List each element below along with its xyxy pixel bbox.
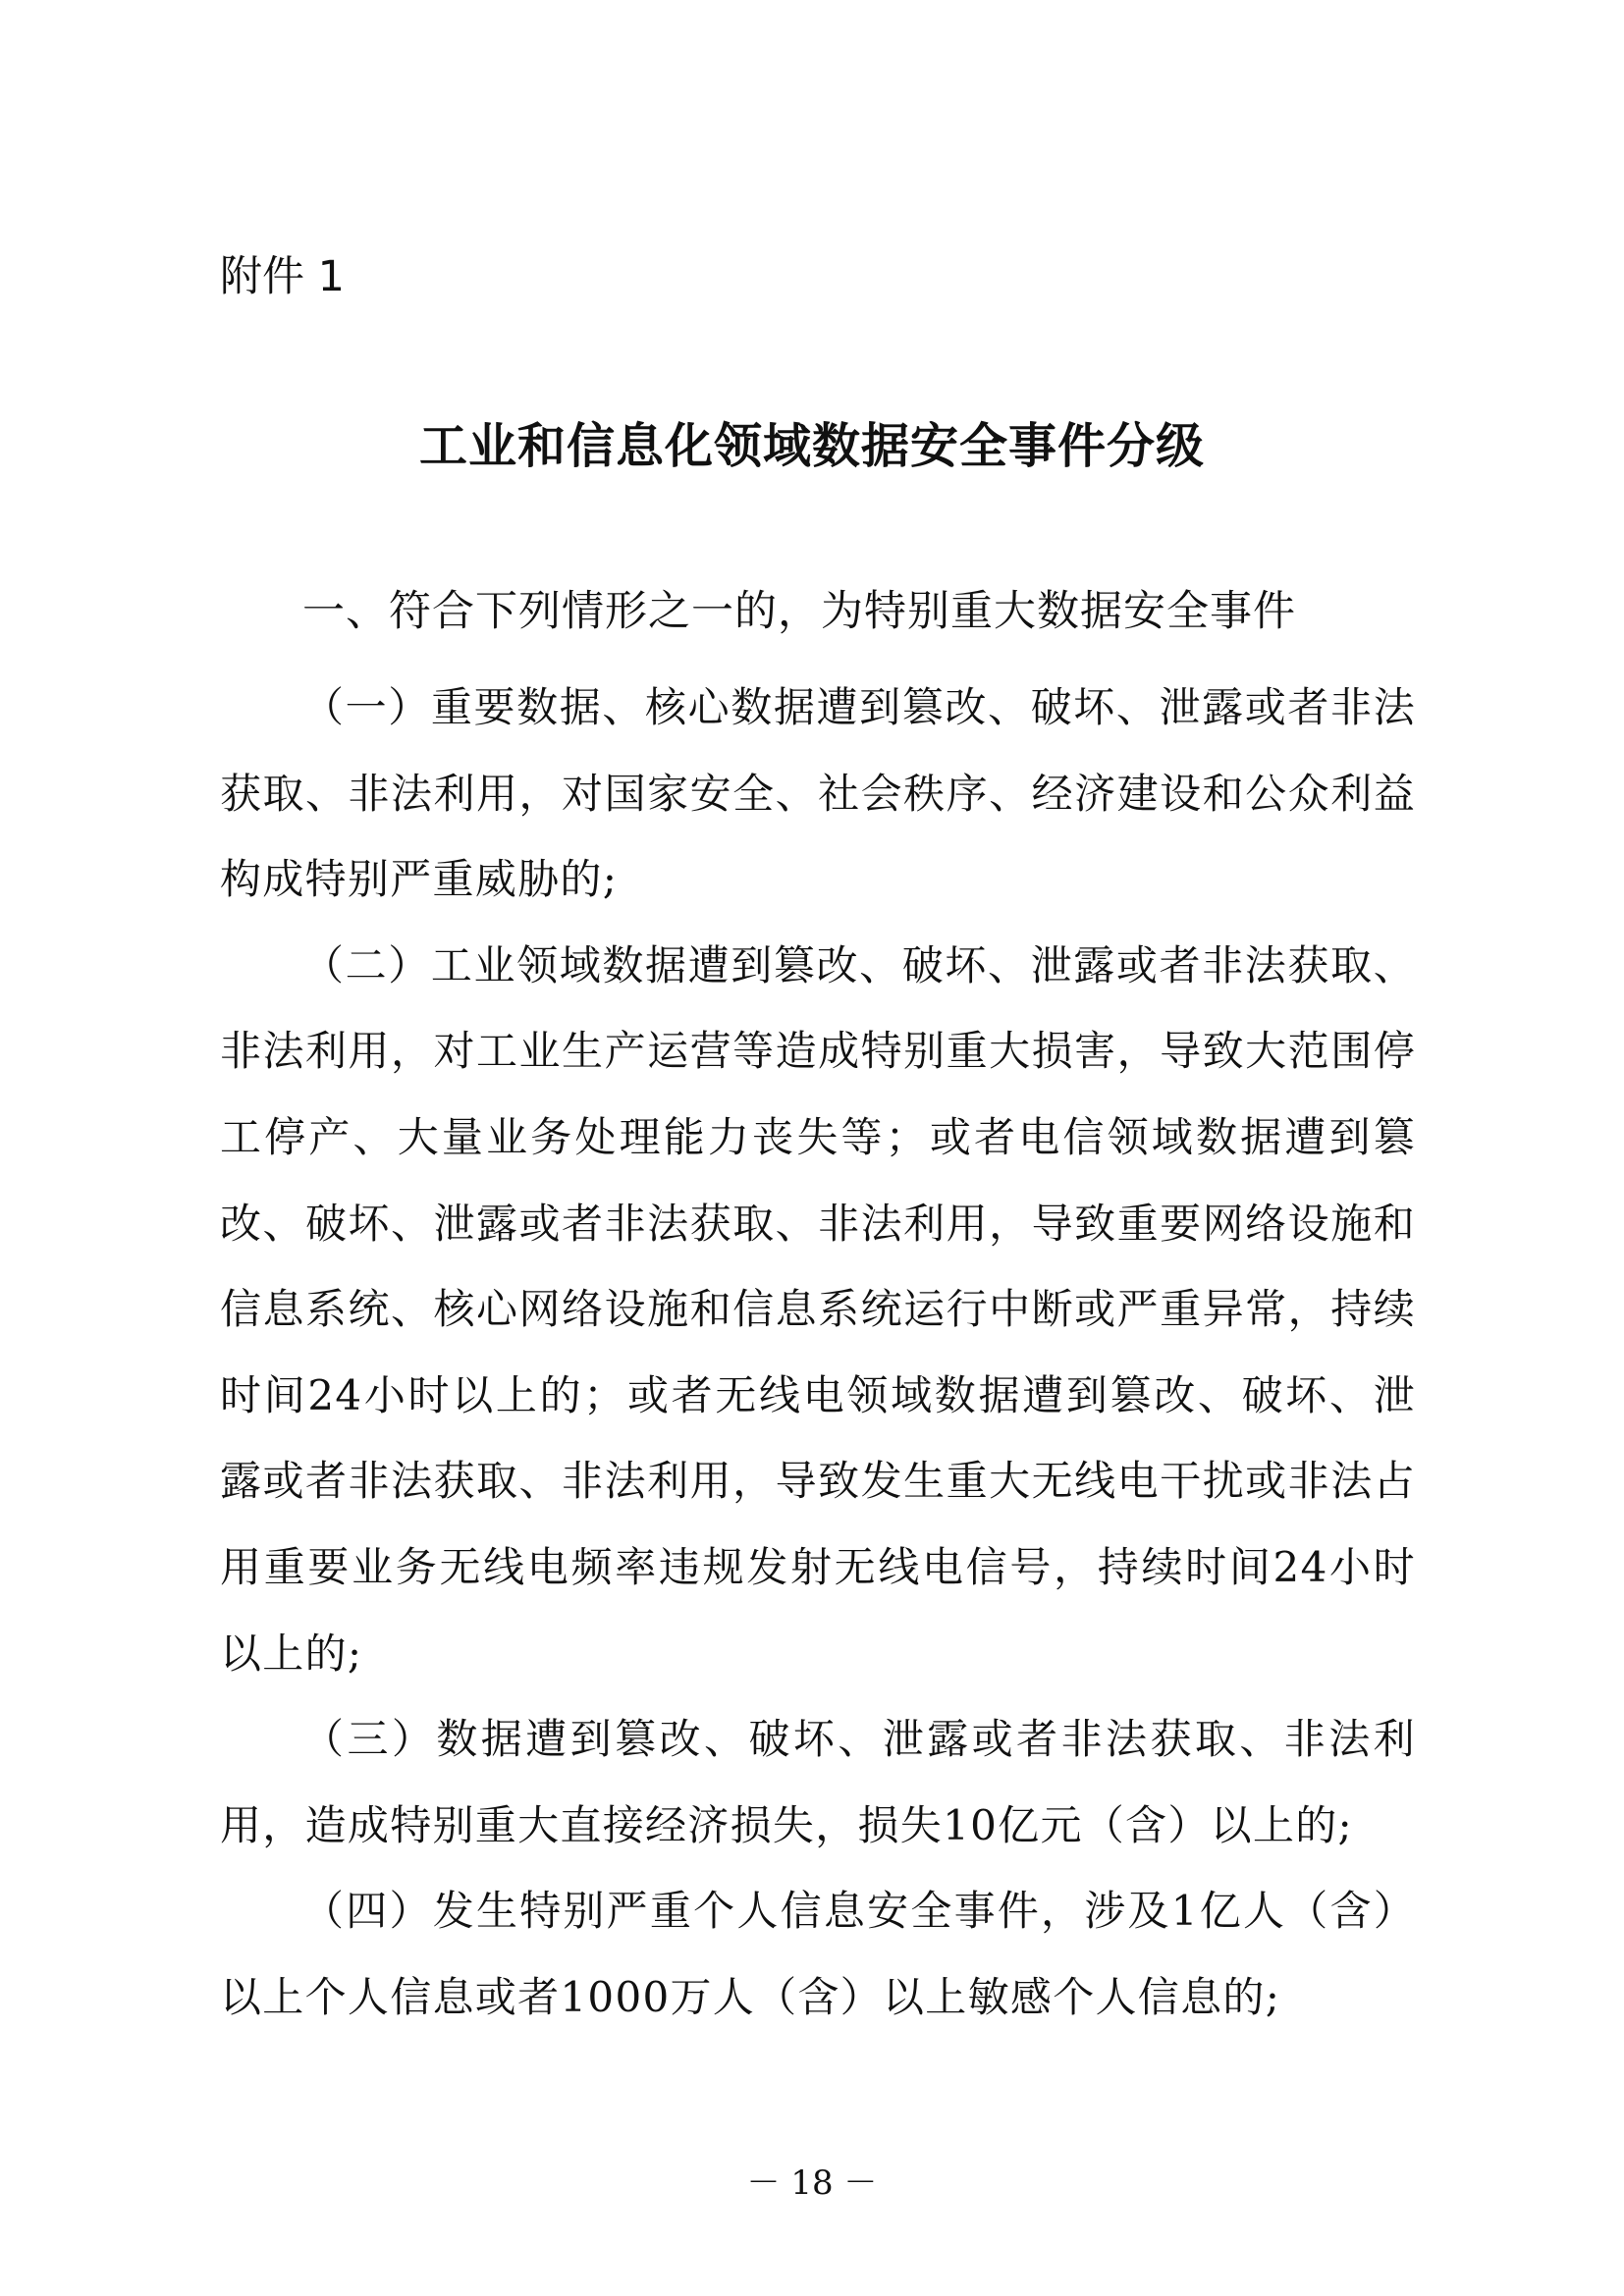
clause-paragraph-2: （二）工业领域数据遭到篡改、破坏、泄露或者非法获取、非法利用，对工业生产运营等造成特别重大损害，导致大范围停工停产、大量业务处理能力丧失等；或者电信领域数据遭到篡改、破坏、泄露或者非法获取、非法利用，导致重要网络设施和信息系统、核心网络设施和信息系统运行中断或严重异常，持续时间24小时以上的；或者无线电领域数据遭到篡改、破坏、泄露或者非法获取、非法利用，导致发生重大无线电干扰或非法占用重要业务无线电频率违规发射无线电信号，持续时间24小时以上的;	[220, 940, 1416, 1678]
page-number: － 18 －	[746, 2163, 878, 2203]
clause-paragraph-3: （三）数据遭到篡改、破坏、泄露或者非法获取、非法利用，造成特别重大直接经济损失，损失10亿元（含）以上的;	[220, 1715, 1416, 1849]
attachment-label: 附件 1	[220, 252, 346, 301]
clause-paragraph-4: （四）发生特别严重个人信息安全事件，涉及1亿人（含）以上个人信息或者1000万人（含）以上敏感个人信息的;	[220, 1887, 1416, 2021]
clause-paragraph-1: （一）重要数据、核心数据遭到篡改、破坏、泄露或者非法获取、非法利用，对国家安全、社会秩序、经济建设和公众利益构成特别严重威胁的;	[220, 683, 1416, 904]
body-text	[220, 665, 1416, 2041]
section-heading: 一、符合下列情形之一的，为特别重大数据安全事件	[302, 587, 1296, 636]
document-title: 工业和信息化领域数据安全事件分级	[418, 417, 1205, 474]
